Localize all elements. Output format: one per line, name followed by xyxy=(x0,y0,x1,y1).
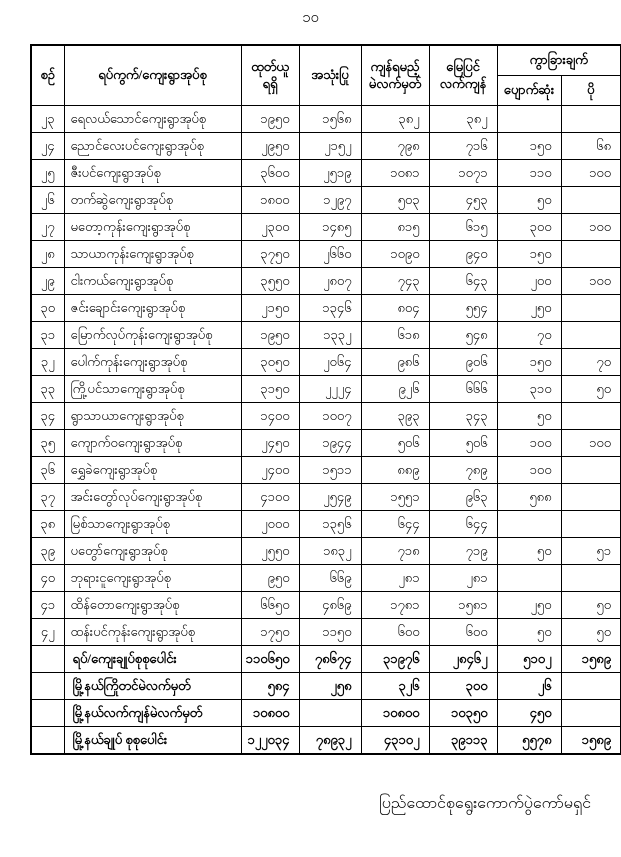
cell-used: ၁၂၉၇ xyxy=(299,187,361,214)
cell-issued: ၂၀၀၀ xyxy=(241,511,299,538)
table-row xyxy=(31,349,621,376)
cell-serial: ၃၅ xyxy=(31,430,64,457)
cell-issued: ၉၅၀ xyxy=(241,565,299,592)
cell-lost: ၁၁၀ xyxy=(497,160,561,187)
cell-issued: ၁၈၀၀ xyxy=(241,187,299,214)
cell-used: ၁၁၅၀ xyxy=(299,619,361,646)
cell-balance-due: ၁၀၉၀ xyxy=(361,241,429,268)
cell-issued: ၁၀၈၀၀ xyxy=(241,700,299,727)
cell-balance-due: ၈၀၄ xyxy=(361,295,429,322)
cell-extra xyxy=(561,457,621,484)
cell-issued: ၅၈၄ xyxy=(241,673,299,700)
cell-balance-due: ၇၄၃ xyxy=(361,268,429,295)
cell-used xyxy=(299,700,361,727)
cell-on-ground: ၂၈၄၆၂ xyxy=(429,646,497,673)
cell-issued: ၁၉၅၀ xyxy=(241,106,299,133)
cell-extra xyxy=(561,511,621,538)
cell-serial: ၃၇ xyxy=(31,484,64,511)
cell-lost: ၅၀ xyxy=(497,187,561,214)
cell-lost: ၄၅၀ xyxy=(497,700,561,727)
header-lost: ပျောက်ဆုံး xyxy=(497,76,561,106)
table-row xyxy=(31,484,621,511)
cell-lost: ၁၅၀ xyxy=(497,241,561,268)
table-row xyxy=(31,619,621,646)
cell-lost: ၅၅၇၈ xyxy=(497,727,561,754)
cell-used: ၆၆၉ xyxy=(299,565,361,592)
cell-extra xyxy=(561,484,621,511)
cell-on-ground: ၇၁၆ xyxy=(429,133,497,160)
cell-serial: ၃၀ xyxy=(31,295,64,322)
cell-serial: ၂၃ xyxy=(31,106,64,133)
cell-on-ground: ၇၈၉ xyxy=(429,457,497,484)
table-row xyxy=(31,241,621,268)
cell-extra: ၅၀ xyxy=(561,376,621,403)
cell-used: ၇၈၆၇၄ xyxy=(299,646,361,673)
cell-lost xyxy=(497,565,561,592)
cell-balance-due: ၆၄၄ xyxy=(361,511,429,538)
cell-balance-due: ၁၀၈၀၀ xyxy=(361,700,429,727)
cell-extra: ၁၀၀ xyxy=(561,268,621,295)
cell-lost xyxy=(497,511,561,538)
page-number: ၁၀ xyxy=(302,10,319,26)
table-body xyxy=(31,106,621,754)
cell-serial: ၃၉ xyxy=(31,538,64,565)
cell-issued: ၁၉၅၀ xyxy=(241,322,299,349)
cell-extra xyxy=(561,241,621,268)
cell-extra: ၁၀၀ xyxy=(561,160,621,187)
cell-issued: ၁၂၂၀၃၄ xyxy=(241,727,299,754)
cell-extra xyxy=(561,565,621,592)
cell-on-ground: ၆၁၅ xyxy=(429,214,497,241)
cell-used: ၂၅၄၉ xyxy=(299,484,361,511)
cell-extra: ၁၀၀ xyxy=(561,214,621,241)
cell-lost: ၁၅၀ xyxy=(497,133,561,160)
cell-lost: ၅၀ xyxy=(497,619,561,646)
table-row xyxy=(31,538,621,565)
cell-name: ဇင်းချောင်းကျေးရွာအုပ်စု xyxy=(64,295,241,322)
cell-on-ground: ၆၀၀ xyxy=(429,619,497,646)
cell-used: ၂၁၅၂ xyxy=(299,133,361,160)
cell-name: မြို့နယ်လက်ကျန်မဲလက်မှတ် xyxy=(64,700,241,727)
cell-balance-due: ၅၀၃ xyxy=(361,187,429,214)
table-row xyxy=(31,106,621,133)
cell-extra: ၆၈ xyxy=(561,133,621,160)
cell-on-ground: ၁၅၈၁ xyxy=(429,592,497,619)
header-row-1 xyxy=(31,45,621,76)
cell-used: ၂၅၈ xyxy=(299,673,361,700)
cell-lost: ၂၆ xyxy=(497,673,561,700)
cell-name: ဘုရားငူကျေးရွာအုပ်စု xyxy=(64,565,241,592)
cell-lost: ၅၀ xyxy=(497,538,561,565)
cell-name: ရေလယ်သောင်ကျေးရွာအုပ်စု xyxy=(64,106,241,133)
cell-serial xyxy=(31,673,64,700)
cell-name: မတော့ကုန်းကျေးရွာအုပ်စု xyxy=(64,214,241,241)
cell-issued: ၁၁၀၆၅၀ xyxy=(241,646,299,673)
cell-name: ဇီးပင်ကျေးရွာအုပ်စု xyxy=(64,160,241,187)
cell-balance-due: ၇၁၈ xyxy=(361,538,429,565)
cell-balance-due: ၂၈၁ xyxy=(361,565,429,592)
table-row xyxy=(31,268,621,295)
table-row xyxy=(31,187,621,214)
cell-serial xyxy=(31,727,64,754)
cell-extra: ၁၅၈၉ xyxy=(561,646,621,673)
cell-extra xyxy=(561,673,621,700)
cell-serial: ၃၂ xyxy=(31,349,64,376)
header-on-ground-line1: မြေပြင် xyxy=(446,59,480,75)
cell-lost: ၁၀၀ xyxy=(497,457,561,484)
cell-name: ရွာသာယာကျေးရွာအုပ်စု xyxy=(64,403,241,430)
cell-balance-due: ၁၇၈၁ xyxy=(361,592,429,619)
cell-lost: ၅၁၀၂ xyxy=(497,646,561,673)
cell-extra xyxy=(561,700,621,727)
footer-signature: ပြည်ထောင်စုရွေးကောက်ပွဲကော်မရှင် xyxy=(379,795,591,812)
cell-serial: ၄၀ xyxy=(31,565,64,592)
table-row xyxy=(31,376,621,403)
table-row xyxy=(31,457,621,484)
cell-used: ၂၅၁၉ xyxy=(299,160,361,187)
cell-name: မြို့နယ်ကြိုတင်မဲလက်မှတ် xyxy=(64,673,241,700)
table-row xyxy=(31,214,621,241)
cell-issued: ၁၇၅၀ xyxy=(241,619,299,646)
cell-on-ground: ၁၀၇၁ xyxy=(429,160,497,187)
header-on-ground xyxy=(429,45,497,106)
cell-issued: ၃၀၅၀ xyxy=(241,349,299,376)
cell-used: ၁၃၃၂ xyxy=(299,322,361,349)
cell-balance-due: ၈၁၅ xyxy=(361,214,429,241)
cell-on-ground: ၃၈၂ xyxy=(429,106,497,133)
cell-on-ground: ၃၀၀ xyxy=(429,673,497,700)
cell-on-ground: ၅၀၆ xyxy=(429,430,497,457)
cell-name: ပတွော်ကျေးရွာအုပ်စု xyxy=(64,538,241,565)
header-balance-due-line1: ကျန်ရမည့် xyxy=(370,59,420,75)
cell-balance-due: ၉၂၆ xyxy=(361,376,429,403)
cell-lost: ၅၀ xyxy=(497,403,561,430)
cell-name: ထန်းပင်ကုန်းကျေးရွာအုပ်စု xyxy=(64,619,241,646)
cell-issued: ၆၆၅၀ xyxy=(241,592,299,619)
cell-balance-due: ၆၀၀ xyxy=(361,619,429,646)
cell-balance-due: ၃၁၉၇၆ xyxy=(361,646,429,673)
cell-issued: ၂၉၅၀ xyxy=(241,133,299,160)
cell-extra: ၁၀၀ xyxy=(561,430,621,457)
cell-used: ၄၈၆၉ xyxy=(299,592,361,619)
cell-serial: ၃၈ xyxy=(31,511,64,538)
cell-issued: ၂၄၅၀ xyxy=(241,430,299,457)
cell-issued: ၃၆၀၀ xyxy=(241,160,299,187)
cell-name: ရွှေခဲကျေးရွာအုပ်စု xyxy=(64,457,241,484)
table-header xyxy=(31,45,621,106)
cell-lost: ၁၅၀ xyxy=(497,349,561,376)
cell-extra xyxy=(561,295,621,322)
ballot-reconciliation-table xyxy=(30,44,621,755)
cell-serial xyxy=(31,700,64,727)
header-issued-line2: ရရှိ xyxy=(262,75,278,91)
cell-extra: ၁၅၈၉ xyxy=(561,727,621,754)
cell-balance-due: ၁၅၅၁ xyxy=(361,484,429,511)
cell-name: ပေါက်ကုန်းကျေးရွာအုပ်စု xyxy=(64,349,241,376)
cell-name: တက်ဆွဲကျေးရွာအုပ်စု xyxy=(64,187,241,214)
header-difference: ကွာခြားချက် xyxy=(497,45,621,76)
cell-name: ရပ်/ကျေးချုပ်စုစုပေါင်း xyxy=(64,646,241,673)
cell-used: ၇၈၉၃၂ xyxy=(299,727,361,754)
cell-used: ၁၃၅၆ xyxy=(299,511,361,538)
cell-name: မြောက်လုပ်ကုန်းကျေးရွာအုပ်စု xyxy=(64,322,241,349)
cell-name: သာယာကုန်းကျေးရွာအုပ်စု xyxy=(64,241,241,268)
cell-balance-due: ၃၂၆ xyxy=(361,673,429,700)
summary-row xyxy=(31,646,621,673)
cell-used: ၁၀၀၇ xyxy=(299,403,361,430)
cell-on-ground: ၉၆၃ xyxy=(429,484,497,511)
cell-issued: ၁၄၀၀ xyxy=(241,403,299,430)
cell-balance-due: ၁၀၈၁ xyxy=(361,160,429,187)
table-row xyxy=(31,295,621,322)
cell-name: မြစ်သာကျေးရွာအုပ်စု xyxy=(64,511,241,538)
table-row xyxy=(31,160,621,187)
cell-balance-due: ၈၈၉ xyxy=(361,457,429,484)
header-used: အသုံးပြု xyxy=(299,45,361,106)
cell-issued: ၄၁၀၀ xyxy=(241,484,299,511)
cell-serial: ၃၃ xyxy=(31,376,64,403)
cell-serial: ၂၇ xyxy=(31,214,64,241)
cell-extra xyxy=(561,187,621,214)
cell-issued: ၂၁၅၀ xyxy=(241,295,299,322)
cell-on-ground: ၇၁၉ xyxy=(429,538,497,565)
cell-balance-due: ၉၈၆ xyxy=(361,349,429,376)
cell-serial: ၃၆ xyxy=(31,457,64,484)
cell-on-ground: ၅၅၄ xyxy=(429,295,497,322)
cell-extra xyxy=(561,403,621,430)
cell-serial: ၂၄ xyxy=(31,133,64,160)
header-on-ground-line2: လက်ကျန် xyxy=(439,75,487,91)
cell-issued: ၃၅၅၀ xyxy=(241,268,299,295)
cell-serial: ၂၈ xyxy=(31,241,64,268)
table-row xyxy=(31,322,621,349)
cell-on-ground: ၉၀၆ xyxy=(429,349,497,376)
table-row xyxy=(31,565,621,592)
summary-row xyxy=(31,700,621,727)
cell-extra xyxy=(561,106,621,133)
cell-on-ground: ၅၄၈ xyxy=(429,322,497,349)
cell-serial: ၄၁ xyxy=(31,592,64,619)
table-row xyxy=(31,511,621,538)
cell-on-ground: ၁၀၃၅၀ xyxy=(429,700,497,727)
cell-issued: ၂၄၀၀ xyxy=(241,457,299,484)
table-row xyxy=(31,133,621,160)
cell-name: ငါးကယ်ကျေးရွာအုပ်စု xyxy=(64,268,241,295)
header-issued xyxy=(241,45,299,106)
cell-balance-due: ၆၁၈ xyxy=(361,322,429,349)
summary-row xyxy=(31,727,621,754)
cell-serial: ၂၆ xyxy=(31,187,64,214)
cell-on-ground: ၉၄၀ xyxy=(429,241,497,268)
cell-lost: ၇၀ xyxy=(497,322,561,349)
cell-balance-due: ၄၃၁၀၂ xyxy=(361,727,429,754)
cell-extra: ၇၀ xyxy=(561,349,621,376)
cell-name: ထိန်တောကျေးရွာအုပ်စု xyxy=(64,592,241,619)
cell-serial: ၂၅ xyxy=(31,160,64,187)
cell-lost: ၂၅၀ xyxy=(497,295,561,322)
header-serial: စဉ် xyxy=(31,45,64,106)
cell-name: ကျောက်ဝကျေးရွာအုပ်စု xyxy=(64,430,241,457)
cell-on-ground: ၆၄၄ xyxy=(429,511,497,538)
cell-lost: ၂၅၀ xyxy=(497,592,561,619)
cell-issued: ၂၃၀၀ xyxy=(241,214,299,241)
cell-serial: ၃၄ xyxy=(31,403,64,430)
cell-lost: ၁၀၀ xyxy=(497,430,561,457)
cell-on-ground: ၄၅၃ xyxy=(429,187,497,214)
cell-used: ၁၄၈၅ xyxy=(299,214,361,241)
cell-used: ၂၂၂၄ xyxy=(299,376,361,403)
header-balance-due-line2: မဲလက်မှတ် xyxy=(368,75,422,91)
cell-lost: ၅၈၈ xyxy=(497,484,561,511)
cell-extra xyxy=(561,322,621,349)
header-extra: ပို xyxy=(561,76,621,106)
cell-lost: ၂၀၀ xyxy=(497,268,561,295)
cell-extra: ၅၀ xyxy=(561,619,621,646)
cell-extra: ၅၁ xyxy=(561,538,621,565)
header-ward-village: ရပ်ကွက်/ကျေးရွာအုပ်စု xyxy=(64,45,241,106)
summary-row xyxy=(31,673,621,700)
cell-balance-due: ၇၉၈ xyxy=(361,133,429,160)
cell-name: ကြို့ပင်သာကျေးရွာအုပ်စု xyxy=(64,376,241,403)
cell-issued: ၂၅၅၀ xyxy=(241,538,299,565)
cell-serial: ၃၁ xyxy=(31,322,64,349)
cell-balance-due: ၃၉၃ xyxy=(361,403,429,430)
cell-issued: ၃၁၅၀ xyxy=(241,376,299,403)
cell-extra: ၅၀ xyxy=(561,592,621,619)
cell-lost xyxy=(497,106,561,133)
cell-issued: ၃၇၅၀ xyxy=(241,241,299,268)
cell-used: ၁၅၆၈ xyxy=(299,106,361,133)
cell-balance-due: ၅၀၆ xyxy=(361,430,429,457)
cell-on-ground: ၂၈၁ xyxy=(429,565,497,592)
cell-on-ground: ၃၄၃ xyxy=(429,403,497,430)
cell-used: ၂၀၆၄ xyxy=(299,349,361,376)
cell-used: ၁၅၁၁ xyxy=(299,457,361,484)
cell-name: မြို့နယ်ချုပ် စုစုပေါင်း xyxy=(64,727,241,754)
cell-name: ညောင်လေးပင်ကျေးရွာအုပ်စု xyxy=(64,133,241,160)
cell-balance-due: ၃၈၂ xyxy=(361,106,429,133)
cell-used: ၂၈၀၇ xyxy=(299,268,361,295)
cell-used: ၂၆၆၀ xyxy=(299,241,361,268)
header-balance-due xyxy=(361,45,429,106)
cell-serial: ၂၉ xyxy=(31,268,64,295)
cell-used: ၁၈၃၂ xyxy=(299,538,361,565)
cell-name: အင်းတွော်လုပ်ကျေးရွာအုပ်စု xyxy=(64,484,241,511)
header-issued-line1: ထုတ်ယူ xyxy=(251,59,289,75)
table-row xyxy=(31,592,621,619)
cell-used: ၁၃၄၆ xyxy=(299,295,361,322)
cell-on-ground: ၃၉၁၁၃ xyxy=(429,727,497,754)
cell-used: ၁၉၄၄ xyxy=(299,430,361,457)
cell-on-ground: ၆၄၃ xyxy=(429,268,497,295)
cell-lost: ၃၁၀ xyxy=(497,376,561,403)
cell-lost: ၃၀၀ xyxy=(497,214,561,241)
cell-serial xyxy=(31,646,64,673)
table-row xyxy=(31,430,621,457)
cell-on-ground: ၆၆၆ xyxy=(429,376,497,403)
cell-serial: ၄၂ xyxy=(31,619,64,646)
table-row xyxy=(31,403,621,430)
